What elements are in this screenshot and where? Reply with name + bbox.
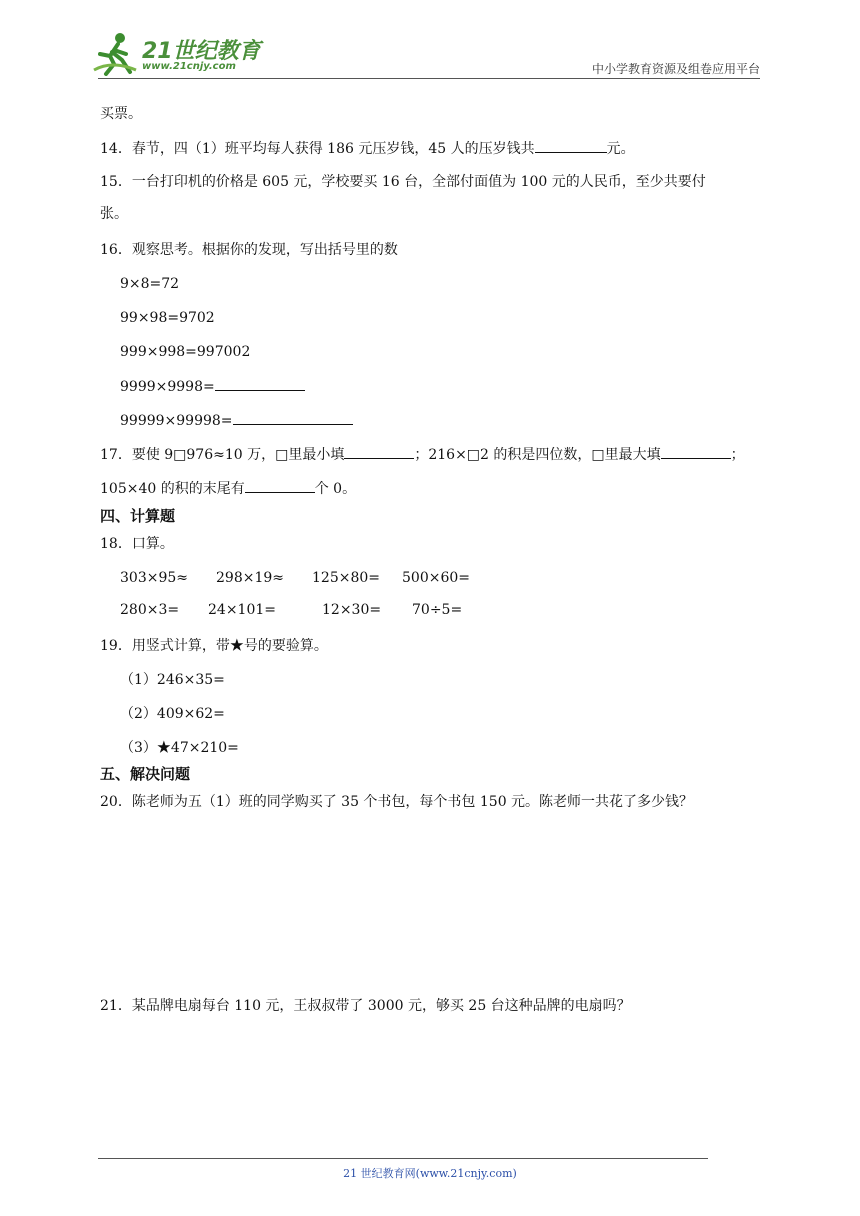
oral-calc-item: 12×30= xyxy=(322,602,382,618)
q13-continuation: 买票。 xyxy=(100,106,142,122)
answer-blank[interactable] xyxy=(344,444,414,459)
answer-blank[interactable] xyxy=(215,376,305,391)
oral-calc-item: 70÷5= xyxy=(412,602,463,618)
oral-calc-item: 280×3= xyxy=(120,602,180,618)
footer-text[interactable]: 21 世纪教育网(www.21cnjy.com) xyxy=(343,1167,517,1180)
answer-blank[interactable] xyxy=(233,410,353,425)
q17-line2b: 个 0。 xyxy=(314,481,357,497)
q19-item: （1）246×35= xyxy=(120,672,225,688)
question-14 xyxy=(100,138,635,159)
oral-calc-item: 303×95≈ xyxy=(120,570,188,586)
oral-calc-item: 500×60= xyxy=(402,570,470,586)
q16-line-blank xyxy=(120,410,353,431)
q17-line2a: 105×40 的积的末尾有 xyxy=(100,481,245,497)
q16-line: 999×998=997002 xyxy=(120,344,251,360)
answer-blank[interactable] xyxy=(535,138,607,153)
q17-line2 xyxy=(100,478,356,499)
question-16: 16．观察思考。根据你的发现，写出括号里的数 xyxy=(100,242,398,258)
q15-line1: 15．一台打印机的价格是 605 元，学校要买 16 台，全部付面值为 100 元的人民币，至少共要付 xyxy=(100,174,706,190)
runner-logo-icon xyxy=(92,30,138,76)
answer-blank[interactable] xyxy=(661,444,731,459)
header-platform-text: 中小学教育资源及组卷应用平台 xyxy=(591,62,760,76)
q14-unit: 元。 xyxy=(606,141,635,157)
section-title: 五、解决问题 xyxy=(100,765,191,783)
logo-text: 21世纪教育 xyxy=(142,39,261,64)
q16-line: 99×98=9702 xyxy=(120,310,215,326)
q15-line2: 张。 xyxy=(100,206,128,222)
logo-url: www.21cnjy.com xyxy=(142,61,236,72)
oral-calc-item: 24×101= xyxy=(208,602,276,618)
question-17 xyxy=(100,444,745,465)
logo xyxy=(92,30,272,80)
q19-item: （3）★47×210= xyxy=(120,740,239,756)
q16-expression: 9999×9998= xyxy=(120,379,215,395)
page-header xyxy=(0,0,860,84)
q19-item: （2）409×62= xyxy=(120,706,225,722)
question-19: 19．用竖式计算，带★号的要验算。 xyxy=(100,638,328,654)
section-title: 四、计算题 xyxy=(100,507,176,525)
footer-divider xyxy=(98,1158,708,1159)
q16-line-blank xyxy=(120,376,305,397)
q16-expression: 99999×99998= xyxy=(120,413,233,429)
oral-calc-item: 298×19≈ xyxy=(216,570,284,586)
q14-text: 14．春节，四（1）班平均每人获得 186 元压岁钱，45 人的压岁钱共 xyxy=(100,141,535,157)
q17-part1: 17．要使 9□976≈10 万，□里最小填 xyxy=(100,447,345,463)
question-15 xyxy=(100,172,706,192)
q17-part2: ；216×□2 的积是四位数，□里最大填 xyxy=(414,447,661,463)
header-divider xyxy=(98,78,760,79)
question-20: 20．陈老师为五（1）班的同学购买了 35 个书包，每个书包 150 元。陈老师一共花了多少钱？ xyxy=(100,794,694,810)
question-18: 18．口算。 xyxy=(100,536,174,552)
q16-line: 9×8=72 xyxy=(120,276,180,292)
answer-blank[interactable] xyxy=(245,478,315,493)
oral-calc-item: 125×80= xyxy=(312,570,380,586)
q17-part3: ； xyxy=(730,447,745,463)
question-21: 21．某品牌电扇每台 110 元，王叔叔带了 3000 元，够买 25 台这种品牌的电扇吗？ xyxy=(100,998,631,1014)
